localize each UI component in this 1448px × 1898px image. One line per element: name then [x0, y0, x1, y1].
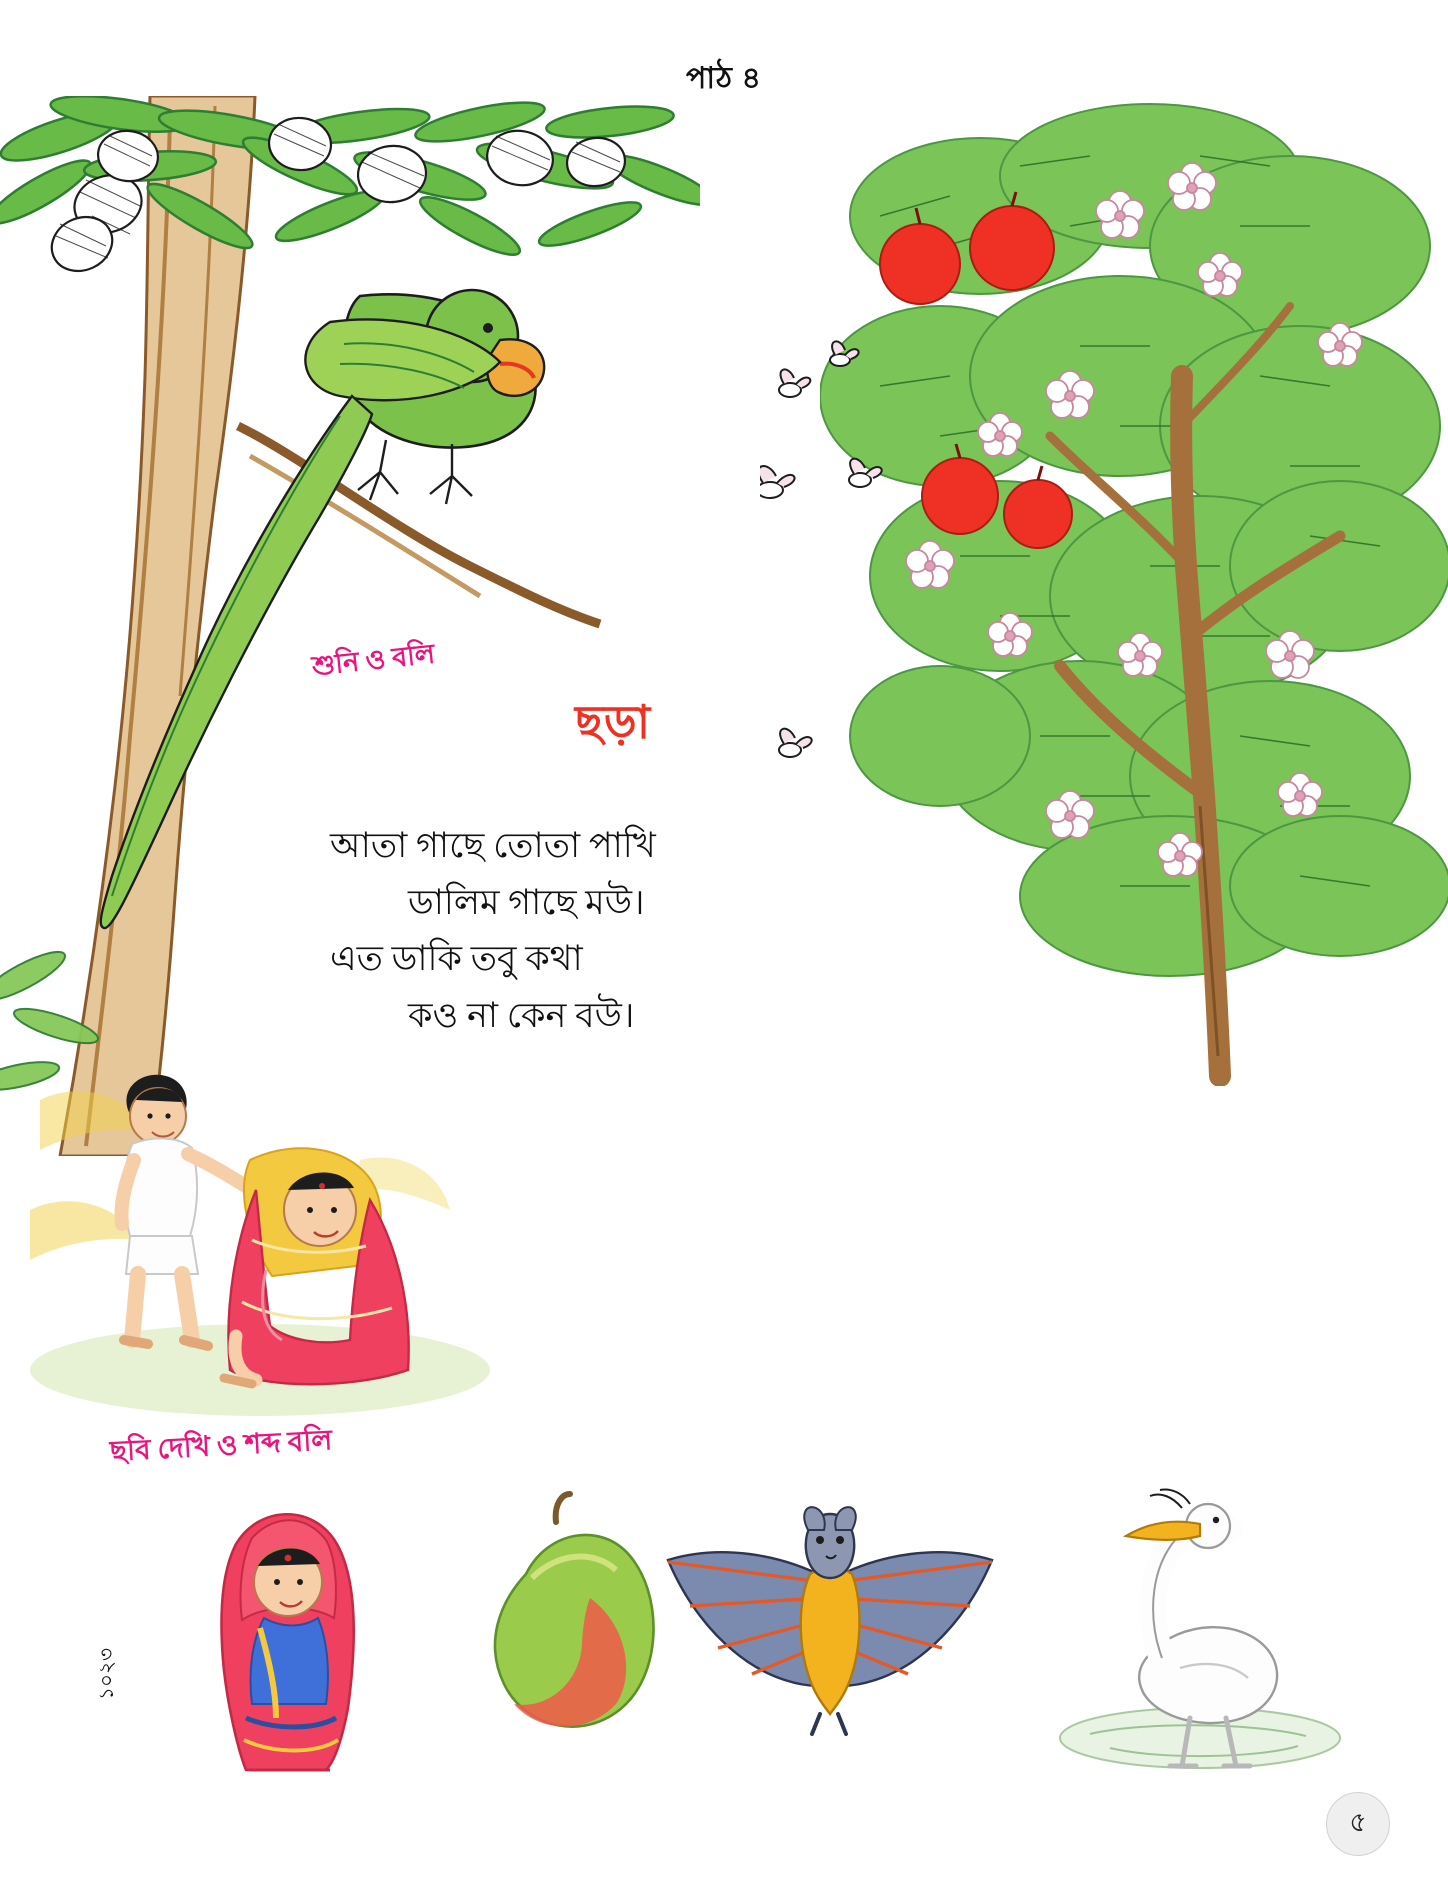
boy-and-bride-illustration [20, 1040, 490, 1440]
poem-title: ছড়া [575, 697, 652, 748]
page-number: ৫ [1326, 1792, 1390, 1856]
poem-line: এত ডাকি তবু কথা [330, 939, 583, 979]
caption-look-and-say: ছবি দেখি ও শব্দ বলি [109, 1425, 333, 1468]
picture-word-row [0, 1478, 1448, 1808]
poem-line: আতা গাছে তোতা পাখি [330, 826, 656, 865]
bees-illustration [760, 330, 1020, 810]
poem-line: ডালিম গাছে মউ। [408, 882, 645, 922]
bride-picture [140, 1478, 430, 1778]
poem-line: কও না কেন বউ। [408, 996, 635, 1036]
side-code: ১০২৩ [96, 1648, 118, 1700]
caption-listen-and-say: শুনি ও বলি [310, 638, 437, 682]
bat-picture [640, 1478, 1020, 1778]
heron-picture [1030, 1478, 1350, 1778]
lesson-header: পাঠ ৪ [685, 62, 763, 95]
poem-body [330, 818, 970, 1045]
